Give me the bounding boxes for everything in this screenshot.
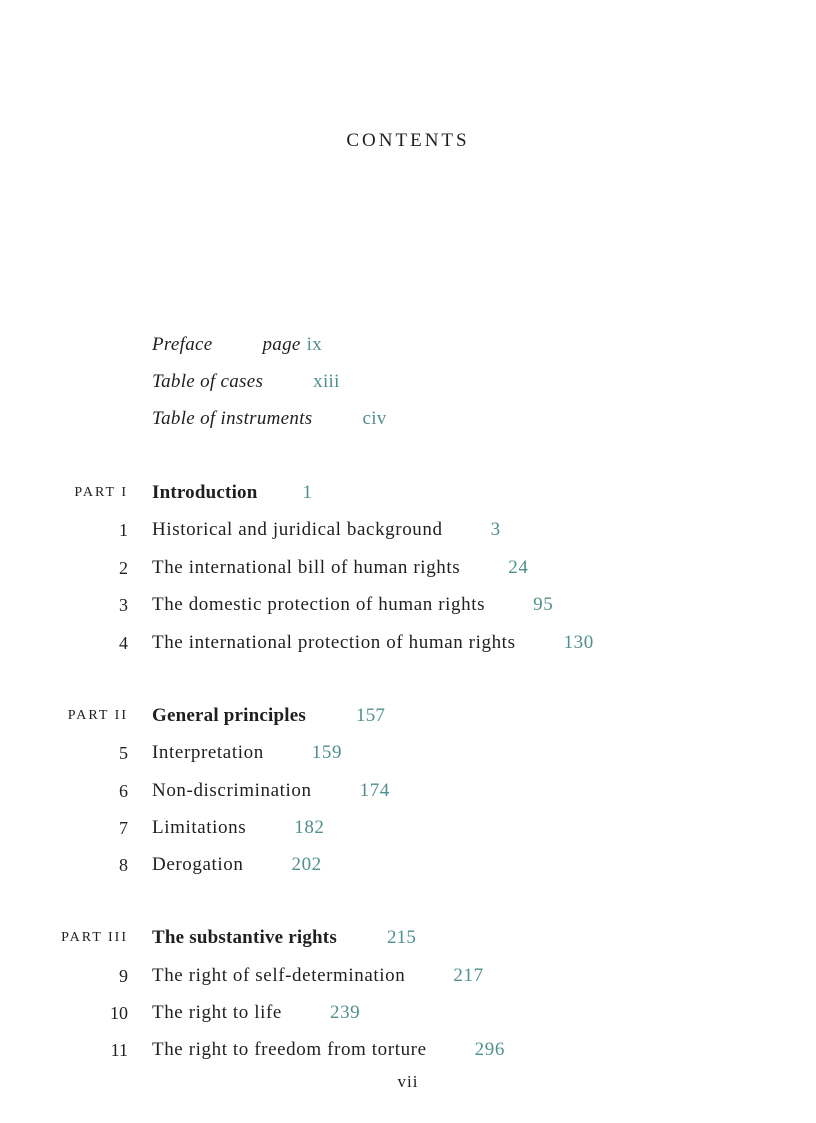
chapter-number: 4 — [119, 633, 128, 653]
part-label: PART I — [74, 485, 128, 500]
toc-part-1[interactable] — [0, 479, 816, 507]
entry-title: Table of cases — [152, 371, 264, 392]
chapter-number: 2 — [119, 558, 128, 578]
chapter-title: Non-discrimination — [152, 780, 312, 801]
toc-chapter-11[interactable] — [0, 1036, 816, 1064]
page-number: 95 — [533, 594, 554, 615]
page-number: 217 — [453, 965, 484, 986]
page-number: 157 — [356, 705, 386, 726]
page-number: 1 — [302, 482, 313, 503]
chapter-number: 5 — [119, 743, 128, 763]
toc-chapter-6[interactable] — [0, 777, 816, 805]
toc-chapter-9[interactable] — [0, 962, 816, 990]
page-number: 182 — [294, 817, 325, 838]
chapter-number: 7 — [119, 818, 128, 838]
chapter-number: 6 — [119, 781, 128, 801]
part-title: The substantive rights — [152, 927, 337, 948]
chapter-title: The right of self-determination — [152, 965, 406, 986]
part-label: PART III — [61, 930, 128, 945]
part-title: Introduction — [152, 482, 258, 503]
page-number: 215 — [386, 927, 417, 948]
page-number: ix — [306, 334, 323, 355]
page-prefix: page — [262, 334, 301, 355]
toc-part-2[interactable] — [0, 702, 816, 730]
toc-entry-preface[interactable] — [0, 331, 816, 359]
toc-chapter-10[interactable] — [0, 999, 816, 1027]
toc-chapter-2[interactable] — [0, 554, 816, 582]
page-number: 24 — [508, 557, 529, 578]
part-title: General principles — [152, 705, 307, 726]
page-number: 159 — [311, 742, 343, 763]
page-number: civ — [362, 408, 387, 429]
chapter-title: The international protection of human rights — [152, 632, 516, 653]
toc-chapter-1[interactable] — [0, 516, 816, 544]
chapter-title: Historical and juridical background — [152, 519, 443, 540]
toc-chapter-4[interactable] — [0, 629, 816, 657]
chapter-number: 8 — [119, 855, 128, 875]
entry-title: Table of instruments — [152, 408, 313, 429]
chapter-number: 3 — [119, 595, 128, 615]
toc-part-3[interactable] — [0, 924, 816, 952]
chapter-title: The domestic protection of human rights — [152, 594, 486, 615]
chapter-number: 10 — [110, 1003, 128, 1023]
toc-chapter-8[interactable] — [0, 851, 816, 879]
page-number: 296 — [474, 1039, 505, 1060]
toc-entry-table-of-cases[interactable] — [0, 368, 816, 396]
page-number: 3 — [490, 519, 501, 540]
chapter-title: The right to life — [152, 1002, 282, 1023]
page-folio: vii — [397, 1072, 419, 1091]
entry-title: Preface — [152, 334, 213, 355]
toc-chapter-3[interactable] — [0, 591, 816, 619]
chapter-title: The right to freedom from torture — [152, 1039, 427, 1060]
chapter-title: Derogation — [152, 854, 244, 875]
chapter-number: 11 — [110, 1040, 128, 1060]
part-label: PART II — [67, 708, 128, 723]
page-number: 174 — [359, 780, 390, 801]
toc-chapter-7[interactable] — [0, 814, 816, 842]
chapter-title: Interpretation — [152, 742, 264, 763]
page-title: CONTENTS — [346, 130, 470, 151]
chapter-title: The international bill of human rights — [152, 557, 461, 578]
page-number: 239 — [329, 1002, 361, 1023]
toc-chapter-5[interactable] — [0, 739, 816, 767]
chapter-title: Limitations — [152, 817, 247, 838]
toc-entry-table-of-instruments[interactable] — [0, 405, 816, 433]
chapter-number: 1 — [119, 520, 128, 540]
chapter-number: 9 — [119, 966, 128, 986]
page-number: 130 — [563, 632, 594, 653]
page-number: xiii — [313, 371, 340, 392]
page-number: 202 — [291, 854, 322, 875]
